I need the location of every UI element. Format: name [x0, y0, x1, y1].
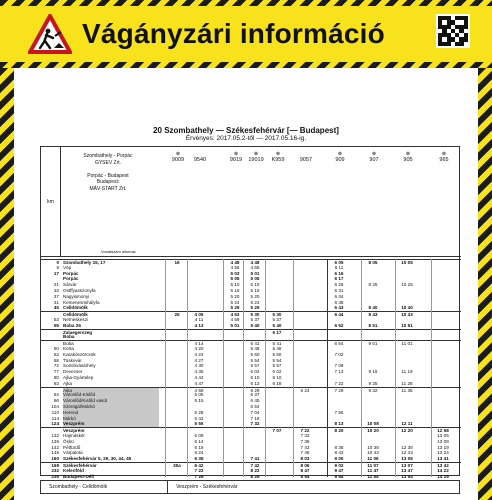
time-cell: 5 57 — [272, 363, 282, 369]
time-cell: 13 41 — [437, 456, 449, 462]
time-cell: 5 29 — [250, 305, 260, 311]
station-name: Kelenföld — [63, 467, 84, 473]
time-cell: 6 24 — [300, 387, 310, 393]
train-number: 965 — [439, 157, 449, 163]
station-name: Szombathely 15, 17 — [63, 260, 106, 265]
station-name: Öskü — [63, 438, 74, 444]
train-number: 9019 — [229, 157, 243, 163]
timetable — [40, 146, 460, 479]
time-cell: 11 54 — [367, 473, 379, 479]
km-header: km — [41, 147, 61, 257]
time-cell: 7 22 — [300, 428, 310, 434]
column-rule — [327, 259, 328, 477]
train-number: 909 — [335, 157, 345, 163]
time-cell: 11 19 — [401, 369, 413, 375]
time-cell: 5 37 — [272, 317, 282, 322]
service-symbol: ⊗ — [175, 151, 181, 157]
time-cell: 9 32 — [368, 387, 378, 393]
legend-right: Veszprém - Székesfehérvár — [176, 484, 238, 490]
station-name: Budapest-Déli — [63, 473, 94, 479]
time-cell: 6 14 — [194, 438, 204, 444]
time-cell: 10 25 — [401, 282, 413, 288]
time-cell: 8 03 — [300, 456, 310, 462]
time-cell: 5 40 — [272, 322, 282, 328]
time-cell: 6 11 — [334, 264, 344, 270]
train-column-header — [267, 151, 289, 163]
train-column-header — [225, 151, 247, 163]
time-cell: 8 25 — [368, 282, 378, 288]
time-cell: 9 54 — [334, 473, 344, 479]
time-cell: 11 01 — [401, 341, 413, 347]
time-cell: 5 55 — [194, 421, 204, 427]
column-rule — [265, 259, 266, 477]
km-cell: 21 — [53, 282, 59, 288]
time-cell: 8 47 — [300, 467, 310, 473]
time-cell: 6 37 — [250, 392, 260, 398]
time-cell: 16 — [174, 260, 180, 265]
column-rule — [187, 259, 188, 477]
km-cell: 236 — [51, 473, 59, 479]
station-name: Porpác — [63, 276, 79, 282]
km-cell: 68 — [53, 357, 59, 363]
time-cell: 13 07 — [401, 463, 413, 468]
time-cell: 11 35 — [401, 387, 413, 393]
time-cell: 5 01 — [230, 322, 240, 328]
service-symbol: ⊗ — [337, 151, 343, 157]
time-cell: 4 58 — [194, 387, 204, 393]
time-cell: 5 46 — [250, 346, 260, 351]
time-cell: 6 29 — [250, 387, 260, 393]
time-cell: 9 02 — [334, 463, 344, 468]
time-cell: 5 41 — [250, 341, 260, 347]
km-cell: 94 — [53, 392, 59, 398]
time-cell: 5 28 — [194, 409, 204, 415]
time-cell: 8 22 — [250, 467, 260, 473]
time-cell: 7 22 — [194, 467, 204, 473]
time-cell: 13 06 — [401, 456, 413, 462]
train-column-header — [295, 151, 317, 163]
km-cell: 9 — [56, 264, 59, 270]
station-name: Herend — [63, 410, 159, 416]
station-name: Veszprém — [63, 428, 85, 434]
station-name: Zalaegerszeg — [63, 329, 93, 335]
km-cell: 37 — [53, 293, 59, 299]
timetable-header — [41, 147, 461, 257]
roadwork-warning-icon — [28, 14, 72, 54]
time-cell: 9 47 — [334, 467, 344, 473]
time-cell: 4 48 — [250, 260, 260, 265]
time-cell: 5 15 — [194, 398, 204, 404]
train-number: K959 — [271, 157, 285, 163]
time-cell: 8 43 — [368, 312, 378, 318]
time-cell: 6 25 — [334, 282, 344, 288]
train-number: 907 — [369, 157, 379, 163]
station-name: Nagysimonyi — [63, 293, 90, 299]
time-cell: 4 14 — [194, 341, 204, 347]
time-cell: 7 43 — [300, 444, 310, 450]
time-cell: 13 54 — [401, 473, 413, 479]
time-cell: 5 24 — [230, 299, 240, 305]
qr-code-icon — [436, 14, 470, 48]
time-cell: 7 29 — [334, 387, 344, 393]
time-cell: 30a — [173, 463, 181, 468]
time-cell: 5 10 — [230, 282, 240, 288]
time-cell: 5 29 — [230, 305, 240, 311]
time-cell: 7 22 — [334, 380, 344, 386]
notice-header — [14, 6, 478, 62]
train-column-header — [245, 151, 267, 163]
service-symbol: ⊗ — [405, 151, 411, 157]
km-cell: 80 — [53, 375, 59, 380]
time-cell: 7 42 — [250, 463, 260, 468]
time-cell: 5 20 — [250, 293, 260, 299]
time-cell: 6 09 — [194, 433, 204, 438]
time-cell: 4 20 — [194, 346, 204, 351]
time-cell: 6 38 — [334, 299, 344, 305]
station-name: Kemenesmihályfa — [63, 299, 100, 305]
time-cell: 5 01 — [250, 270, 260, 276]
km-cell: 41 — [53, 299, 59, 305]
time-cell: 6 10 — [250, 375, 260, 380]
station-name: Celldömölk — [63, 312, 88, 318]
hazard-stripe-left — [0, 68, 14, 500]
time-cell: 10 08 — [367, 421, 379, 427]
time-cell: 6 54 — [250, 404, 260, 409]
time-cell: 4 55 — [230, 264, 240, 270]
time-cell: 5 50 — [250, 351, 260, 357]
time-cell: 8 06 — [300, 463, 310, 468]
station-name: Kerta — [63, 346, 74, 351]
train-number: 19019 — [248, 157, 264, 163]
train-column-header — [363, 151, 385, 163]
time-cell: 7 02 — [334, 351, 344, 357]
time-cell: 12 20 — [401, 428, 413, 434]
km-cell: 110 — [51, 409, 59, 415]
km-cell: 72 — [53, 363, 59, 369]
km-cell: 77 — [53, 369, 59, 375]
station-name: Porpác — [63, 270, 79, 276]
timetable-row — [41, 474, 461, 480]
column-rule — [165, 259, 166, 477]
time-cell: 10 43 — [401, 312, 413, 318]
km-cell: 232 — [51, 467, 59, 473]
service-symbol: ⊗ — [275, 151, 281, 157]
time-cell: 5 37 — [250, 317, 260, 322]
time-cell: 10 05 — [401, 260, 413, 265]
time-cell: 7 07 — [272, 428, 282, 434]
time-cell: 7 18 — [250, 415, 260, 421]
km-cell: 169 — [51, 463, 59, 468]
time-cell: 10 51 — [401, 322, 413, 328]
km-cell: 33 — [53, 288, 59, 293]
km-cell: 0 — [56, 260, 59, 265]
page-title: Vágányzári információ — [82, 18, 385, 49]
station-name: Székesfehérvár — [63, 463, 97, 468]
train-column-header — [167, 151, 189, 163]
station-name: Hajmáskér — [63, 433, 85, 438]
station-name: Ajka — [63, 380, 72, 386]
time-cell: 6 02 — [250, 369, 260, 375]
time-cell: 5 10 — [250, 282, 260, 288]
time-cell: 4 05 — [194, 312, 204, 318]
km-cell: 124 — [51, 421, 59, 427]
time-cell: 4 44 — [194, 375, 204, 380]
time-cell: 5 30 — [272, 312, 282, 318]
time-cell: 9 01 — [368, 341, 378, 347]
time-cell: 6 52 — [334, 322, 344, 328]
time-cell: 7 13 — [334, 369, 344, 375]
time-cell: 7 04 — [250, 409, 260, 415]
station-name: Pétfürdő — [63, 444, 81, 450]
time-cell: 7 32 — [250, 421, 260, 427]
time-cell: 4 47 — [194, 380, 204, 386]
train-number: 9540 — [193, 157, 207, 163]
time-cell: 12 11 — [401, 421, 413, 427]
train-number: 905 — [403, 157, 413, 163]
time-cell: 5 46 — [272, 346, 282, 351]
time-cell: 5 40 — [250, 322, 260, 328]
station-name: Városlőd/Kislőd vasút — [63, 398, 159, 404]
time-cell: 8 13 — [334, 421, 344, 427]
column-rule — [395, 259, 396, 477]
km-cell: 104 — [51, 404, 59, 409]
time-cell: 10 38 — [367, 444, 379, 450]
station-name: Nemeskeszi — [63, 317, 89, 322]
time-cell: 6 44 — [334, 312, 344, 318]
time-cell: 8 20 — [334, 428, 344, 434]
operator-line: Budapest: — [96, 179, 120, 185]
service-symbol: ⊗ — [233, 151, 239, 157]
time-cell: 6 19 — [194, 444, 204, 450]
time-cell: 6 02 — [272, 369, 282, 375]
timetable-sheet — [14, 68, 478, 500]
time-cell: 7 33 — [300, 433, 310, 438]
station-name: Boba — [63, 341, 74, 347]
time-cell: 7 08 — [334, 363, 344, 369]
time-cell: 8 38 — [334, 444, 344, 450]
time-cell: 7 38 — [300, 438, 310, 444]
legend-left: Szombathely - Celldömölk — [49, 484, 108, 490]
time-cell: 4 13 — [194, 322, 204, 328]
time-cell: 7 48 — [300, 450, 310, 456]
time-cell: 6 54 — [334, 341, 344, 347]
station-name: Várpalota — [63, 450, 83, 456]
hazard-stripe-right — [478, 68, 492, 500]
station-caption: Vonatszám allomas — [101, 249, 136, 254]
time-cell: 5 54 — [272, 357, 282, 363]
station-name: Szentgál/Márkó — [63, 404, 159, 410]
time-cell: 4 35 — [194, 369, 204, 375]
time-cell: 7 29 — [194, 473, 204, 479]
time-cell: 12 43 — [401, 450, 413, 456]
station-name: Ostffyasszonyfa — [63, 288, 96, 293]
time-cell: 5 54 — [250, 357, 260, 363]
time-cell: 13 24 — [437, 450, 449, 456]
service-symbol: ⊗ — [253, 151, 259, 157]
km-cell: 55 — [53, 322, 59, 328]
time-cell: 8 40 — [368, 305, 378, 311]
time-cell: 12 58 — [437, 428, 449, 434]
time-cell: 10 40 — [401, 305, 413, 311]
column-rule — [243, 259, 244, 477]
train-column-header — [189, 151, 211, 163]
km-cell: 45 — [53, 305, 59, 311]
time-cell: 6 31 — [334, 288, 344, 293]
line-title: 20 Szombathely — Székesfehérvár [— Budapest] — [153, 126, 339, 135]
station-name: Székesfehérvár 5, 29, 30, 44, 45 — [63, 456, 132, 462]
train-number: 9009 — [171, 157, 185, 163]
time-cell: 13 42 — [437, 463, 449, 468]
time-cell: 6 13 — [250, 380, 260, 386]
station-name: Karakószörcsök — [63, 351, 96, 357]
time-cell: 6 42 — [194, 463, 204, 468]
station-name: Ajka-Gyártelep — [63, 375, 94, 380]
time-cell: 5 24 — [250, 299, 260, 305]
km-cell: 136 — [51, 438, 59, 444]
time-cell: 9 00 — [334, 456, 344, 462]
station-name: Celldömölk — [63, 305, 88, 311]
station-name: Tüskevár — [63, 357, 82, 363]
time-cell: 6 43 — [334, 305, 344, 311]
station-name: Városlőd-Kislőd — [63, 392, 159, 398]
km-cell: 63 — [53, 351, 59, 357]
time-cell: 10 20 — [367, 428, 379, 434]
time-cell: 4 48 — [230, 260, 240, 265]
time-cell: 8 51 — [368, 322, 378, 328]
time-cell: 14 29 — [437, 473, 449, 479]
station-name: Ajka — [63, 388, 159, 394]
station-name: Boba 26 — [63, 322, 81, 328]
time-cell: 8 29 — [250, 473, 260, 479]
time-cell: 11 07 — [367, 463, 379, 468]
operator-info — [63, 153, 153, 192]
time-cell: 13 09 — [437, 438, 449, 444]
time-cell: 5 41 — [272, 341, 282, 347]
time-cell: 4 11 — [194, 317, 204, 322]
time-cell: 13 19 — [437, 444, 449, 450]
time-cell: 5 50 — [272, 351, 282, 357]
time-cell: 5 03 — [230, 270, 240, 276]
station-name: Veszprém — [63, 421, 159, 427]
time-cell: 25 — [174, 312, 180, 318]
time-cell: 4 55 — [250, 264, 260, 270]
time-cell: 5 05 — [250, 276, 260, 282]
time-cell: 5 42 — [194, 415, 204, 421]
time-cell: 4 27 — [194, 357, 204, 363]
time-cell: 4 30 — [194, 363, 204, 369]
time-cell: 10 43 — [367, 450, 379, 456]
legend — [40, 480, 460, 494]
operator-line: Porpác - Budapest — [87, 172, 129, 179]
time-cell: 4 53 — [230, 312, 240, 318]
operator-line: GYSEV Zrt. — [94, 159, 122, 166]
time-cell: 11 47 — [367, 467, 379, 473]
km-cell: 142 — [51, 444, 59, 450]
column-rule — [293, 259, 294, 477]
time-cell: 8 54 — [300, 473, 310, 479]
operator-line: MÁV-START Zrt. — [89, 185, 127, 192]
time-cell: 11 06 — [367, 456, 379, 462]
station-name: Boba — [63, 334, 75, 340]
train-number-headers — [163, 151, 461, 191]
time-cell: 6 24 — [194, 450, 204, 456]
time-cell: 5 30 — [250, 312, 260, 318]
km-cell: 60 — [53, 346, 59, 351]
time-cell: 6 45 — [250, 398, 260, 404]
column-rule — [431, 259, 432, 477]
time-cell: 8 43 — [334, 450, 344, 456]
time-cell: 4 23 — [194, 351, 204, 357]
time-cell: 5 16 — [230, 288, 240, 293]
time-cell: 5 05 — [194, 392, 204, 398]
km-cell: 53 — [53, 317, 59, 322]
time-cell: 7 55 — [334, 409, 344, 415]
km-cell: 132 — [51, 433, 59, 438]
train-number: 9057 — [299, 157, 313, 163]
time-cell: 8 05 — [368, 260, 378, 265]
station-name: Sárvár — [63, 282, 77, 288]
time-cell: 11 28 — [401, 380, 413, 386]
time-cell: 5 16 — [250, 288, 260, 293]
train-column-header — [433, 151, 455, 163]
time-cell: 13 47 — [401, 467, 413, 473]
time-cell: 6 18 — [272, 380, 282, 386]
time-cell: 9 25 — [368, 380, 378, 386]
time-cell: 9 16 — [368, 369, 378, 375]
operator-line: Szombathely - Porpác — [83, 153, 133, 159]
train-column-header — [397, 151, 419, 163]
time-cell: 6 05 — [334, 260, 344, 265]
train-column-header — [329, 151, 351, 163]
time-cell: 4 59 — [230, 317, 240, 322]
time-cell: 6 35 — [194, 456, 204, 462]
time-cell: 5 57 — [250, 363, 260, 369]
station-name: Devecser — [63, 369, 83, 375]
time-cell: 5 17 — [272, 329, 282, 335]
time-cell: 6 17 — [334, 276, 344, 282]
time-cell: 13 05 — [437, 433, 449, 438]
time-cell: 5 05 — [230, 276, 240, 282]
km-cell: 83 — [53, 380, 59, 386]
time-cell: 14 22 — [437, 467, 449, 473]
km-cell: 146 — [51, 450, 59, 456]
time-cell: 6 10 — [272, 375, 282, 380]
time-cell: 12 38 — [401, 444, 413, 450]
km-cell: 17 — [53, 270, 59, 276]
column-rule — [223, 259, 224, 477]
column-rule — [361, 259, 362, 477]
km-cell: 96 — [53, 398, 59, 404]
time-cell: 6 34 — [334, 293, 344, 299]
time-cell: 6 16 — [334, 270, 344, 276]
service-symbol: ⊗ — [371, 151, 377, 157]
km-cell: 160 — [51, 456, 59, 462]
time-cell: 5 20 — [230, 293, 240, 299]
service-symbol: ⊗ — [441, 151, 447, 157]
km-cell: 114 — [51, 415, 59, 421]
station-name: Márkó — [63, 416, 159, 422]
station-name: Somlóvásárhely — [63, 363, 96, 369]
station-name: Vép — [63, 264, 72, 270]
time-cell: 7 41 — [250, 456, 260, 462]
validity-note: Érvényes: 2017.05.2-től — 2017.05.16-ig. — [185, 135, 307, 142]
